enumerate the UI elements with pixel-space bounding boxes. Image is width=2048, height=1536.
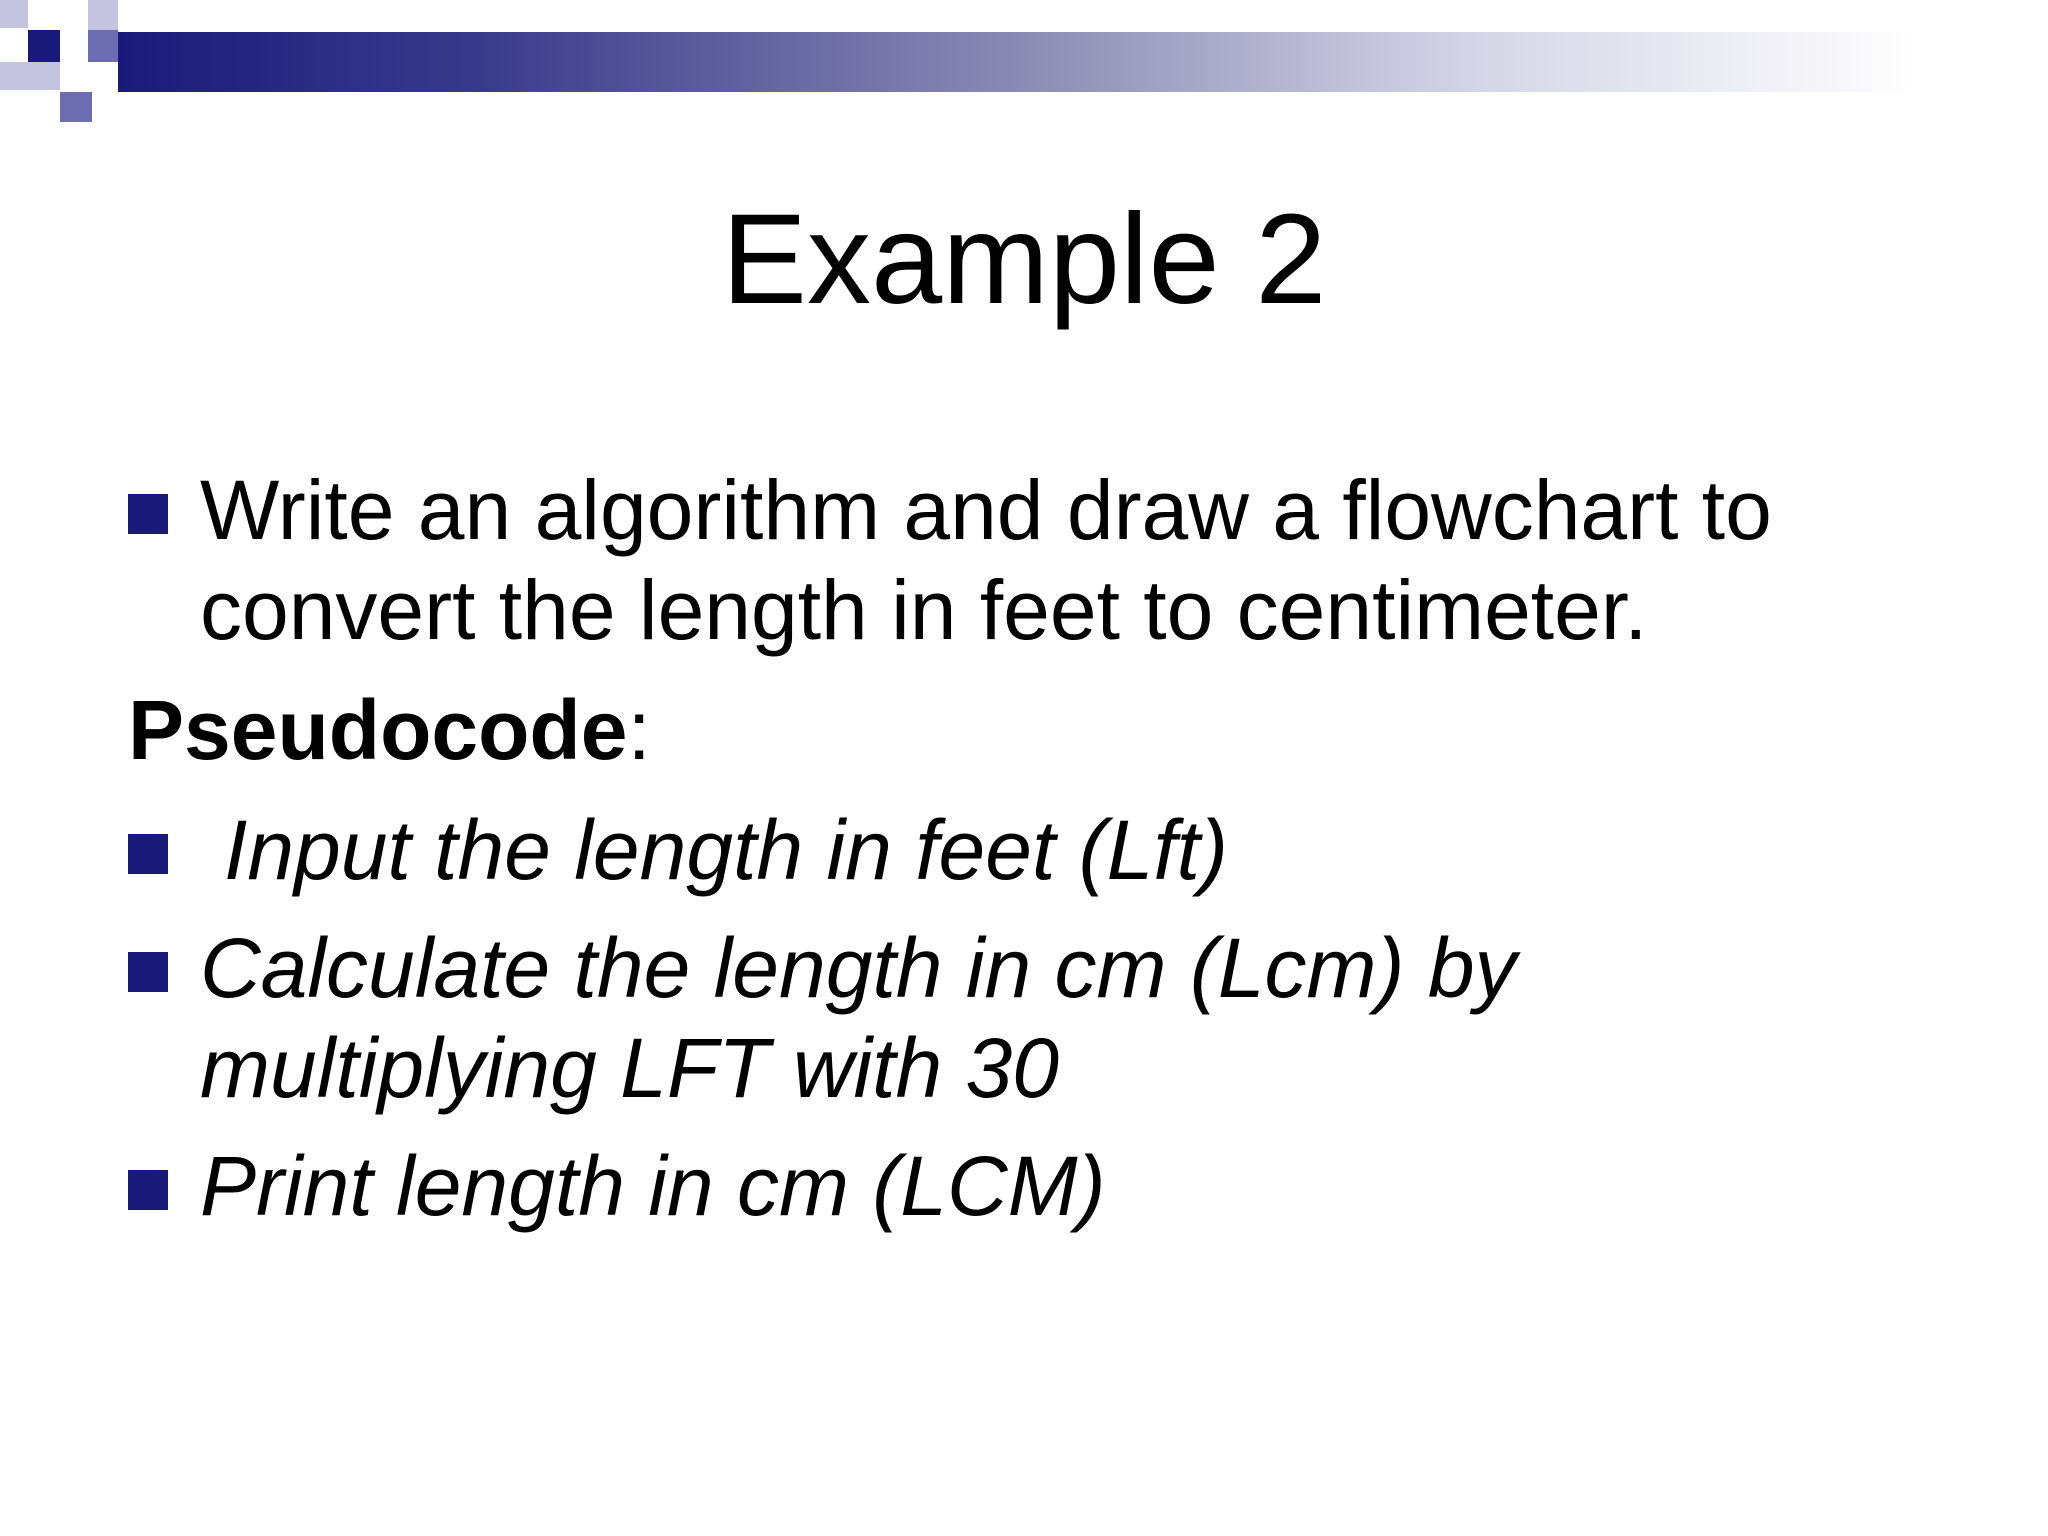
task-text-line2: convert the length in feet to centimeter. bbox=[200, 563, 1648, 657]
slide-title: Example 2 bbox=[721, 188, 1327, 331]
task-bullet bbox=[128, 460, 1772, 660]
bullet-square-icon bbox=[128, 494, 168, 534]
task-text-line1: Write an algorithm and draw a flowchart to bbox=[200, 463, 1772, 557]
decorative-square bbox=[0, 62, 60, 90]
decorative-square bbox=[28, 30, 60, 62]
pseudocode-heading bbox=[128, 680, 651, 780]
decorative-square bbox=[60, 92, 92, 122]
step-text: multiplying LFT with 30 bbox=[200, 1021, 1059, 1115]
pseudocode-step bbox=[128, 918, 1517, 1118]
pseudocode-step bbox=[128, 800, 1228, 900]
bullet-square-icon bbox=[128, 1170, 168, 1210]
bullet-square-icon bbox=[128, 834, 168, 874]
decorative-square bbox=[88, 0, 118, 30]
decorative-square bbox=[0, 0, 28, 28]
step-text: Input the length in feet (Lft) bbox=[224, 803, 1228, 897]
pseudocode-label: Pseudocode bbox=[128, 683, 628, 777]
step-text: Print length in cm (LCM) bbox=[200, 1139, 1106, 1233]
decorative-square bbox=[88, 30, 118, 62]
pseudocode-colon: : bbox=[627, 683, 651, 777]
pseudocode-step bbox=[128, 1136, 1106, 1236]
bullet-square-icon bbox=[128, 952, 168, 992]
step-text: Calculate the length in cm (Lcm) by bbox=[200, 921, 1517, 1015]
header-gradient-bar bbox=[118, 32, 1918, 92]
